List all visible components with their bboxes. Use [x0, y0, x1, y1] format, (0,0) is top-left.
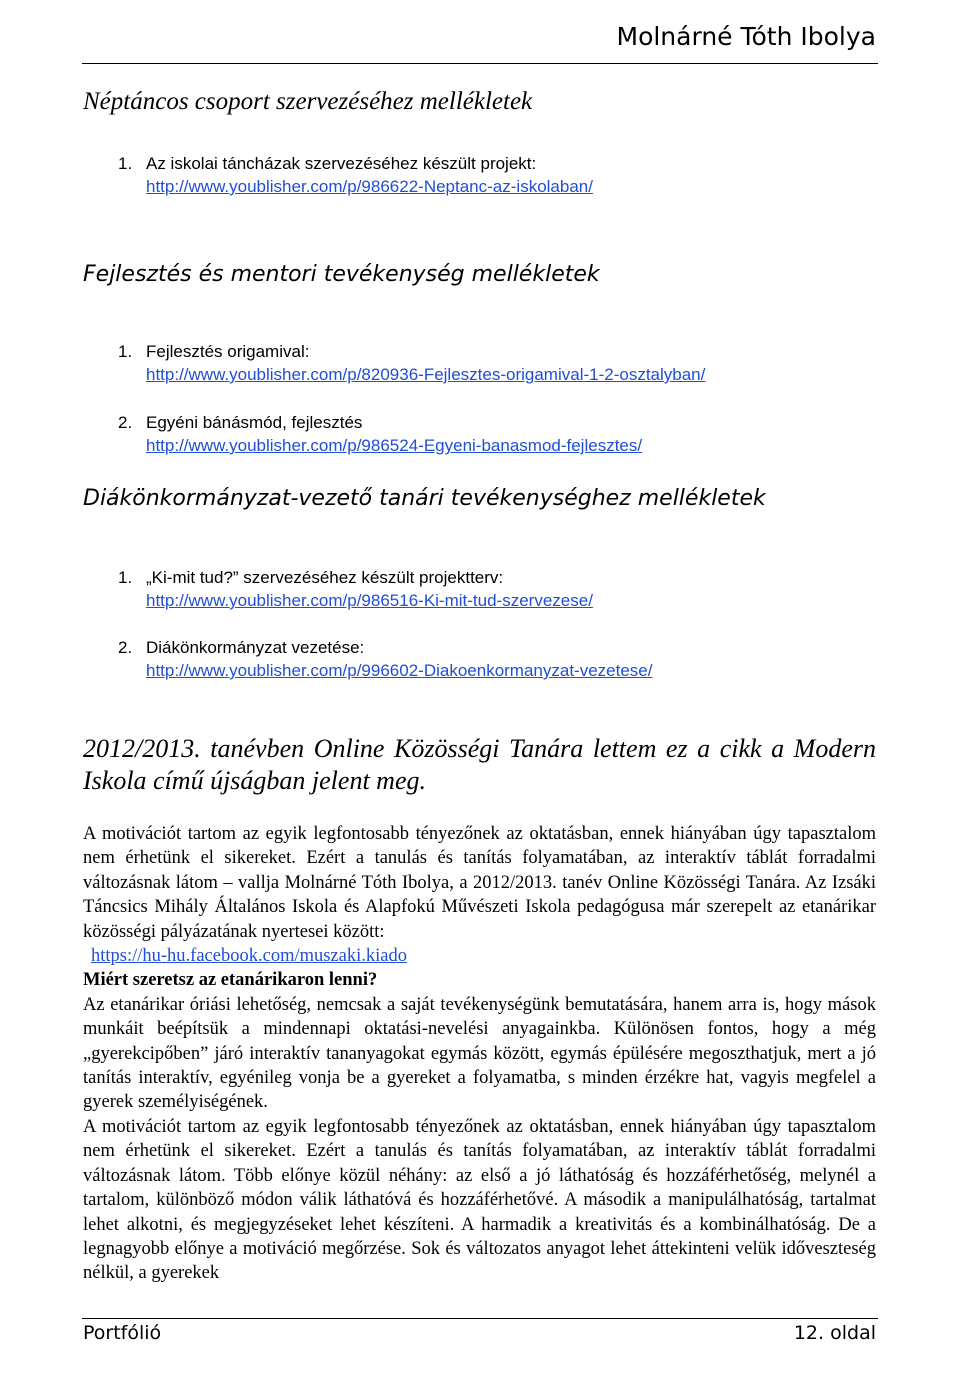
youblisher-link-neptanc[interactable]: http://www.youblisher.com/p/986622-Neptanc-az-iskolaban/ — [146, 177, 593, 196]
list-text: Az iskolai táncházak szervezéséhez készült projekt: — [146, 154, 537, 173]
list-number: 2. — [118, 638, 133, 657]
list-number: 1. — [118, 342, 133, 361]
article-title: 2012/2013. tanévben Online Közösségi Tanára lettem ez a cikk a Modern Iskola című újságban jelent meg. — [83, 734, 876, 795]
footer-portfolio: Portfólió — [83, 1322, 162, 1344]
article-paragraph: Az etanárikar óriási lehetőség, nemcsak a saját tevékenységünk bemutatására, hanem arra is, hogy mások munkáit beépítsük a mindennapi oktatási-nevelési anyagainkba. Különösen fontos, hogy a még „gyerekcipőben” járó interaktív tananyagokat egymás között, egymás épülésére megoszthatjuk, mert a jó tanítás interaktív, egyénileg vonja be a gyereket a folyamatba, s minden érzékre hat, vagyis megfelel a gyerek személyiségének. — [83, 994, 876, 1113]
list-text: Egyéni bánásmód, fejlesztés — [146, 413, 363, 432]
facebook-link[interactable]: https://hu-hu.facebook.com/muszaki.kiado — [91, 946, 407, 967]
list-item — [118, 340, 705, 386]
youblisher-link-kimittud[interactable]: http://www.youblisher.com/p/986516-Ki-mit-tud-szervezese/ — [146, 591, 593, 610]
footer-page-number: 12. oldal — [793, 1322, 876, 1344]
section-title-neptanc: Néptáncos csoport szervezéséhez mellékletek — [83, 88, 533, 115]
list-text: Fejlesztés origamival: — [146, 342, 310, 361]
article-paragraph: A motivációt tartom az egyik legfontosabb tényezőnek az oktatásban, ennek hiányában úgy tapasztalom nem érhetünk el sikereket. Ezért a tanulás és tanítás folyamatában, az interaktív táblát forradalmi változásnak látom. Több előnye közül néhány: az első a jó láthatóság és hozzáférhetőség, melynél a tartalom, különböző módon válik láthatóvá és hozzáférhetővé. A második a manipulálhatóság, tartalmat lehet alkotni, és megjegyzéseket lehet készíteni. A harmadik a kreativitás és a kombinálhatóság. De a legnagyobb előnye a motiváció megőrzése. Sok és változatos anyagot lehet áttekinteni velük időveszteség nélkül, a gyerekek — [83, 1116, 876, 1284]
article-question: Miért szeretsz az etanárikaron lenni? — [83, 970, 378, 991]
youblisher-link-diakonkormanyzat[interactable]: http://www.youblisher.com/p/996602-Diakoenkormanyzat-vezetese/ — [146, 661, 653, 680]
list-item — [118, 152, 593, 198]
section-title-diakonkormanyzat: Diákönkormányzat-vezető tanári tevékenységhez mellékletek — [83, 486, 766, 511]
list-number: 1. — [118, 154, 133, 173]
list-item — [118, 566, 593, 612]
list-text: „Ki-mit tud?” szervezéséhez készült projektterv: — [146, 568, 504, 587]
youblisher-link-origami[interactable]: http://www.youblisher.com/p/820936-Fejlesztes-origamival-1-2-osztalyban/ — [146, 365, 706, 384]
header-divider — [82, 63, 878, 64]
header-author: Molnárné Tóth Ibolya — [616, 22, 876, 51]
list-text: Diákönkormányzat vezetése: — [146, 638, 365, 657]
list-item — [118, 636, 652, 682]
section-title-fejlesztes: Fejlesztés és mentori tevékenység mellékletek — [83, 262, 600, 287]
list-number: 2. — [118, 413, 133, 432]
list-number: 1. — [118, 568, 133, 587]
youblisher-link-egyeni[interactable]: http://www.youblisher.com/p/986524-Egyeni-banasmod-fejlesztes/ — [146, 436, 643, 455]
article-paragraph: A motivációt tartom az egyik legfontosabb tényezőnek az oktatásban, ennek hiányában úgy tapasztalom nem érhetünk el sikereket. Ezért a tanulás és tanítás folyamatában, az interaktív táblát forradalmi változásnak látom – vallja Molnárné Tóth Ibolya, a 2012/2013. tanév Online Közösségi Tanára. Az Izsáki Táncsics Mihály Általános Iskola és Alapfokú Művészeti Iskola pedagógusa már szerepelt az etanárikar közösségi pályázatának nyertesei között: — [83, 824, 876, 942]
list-item — [118, 411, 642, 457]
article-body — [83, 822, 876, 1286]
footer-divider — [82, 1318, 878, 1319]
